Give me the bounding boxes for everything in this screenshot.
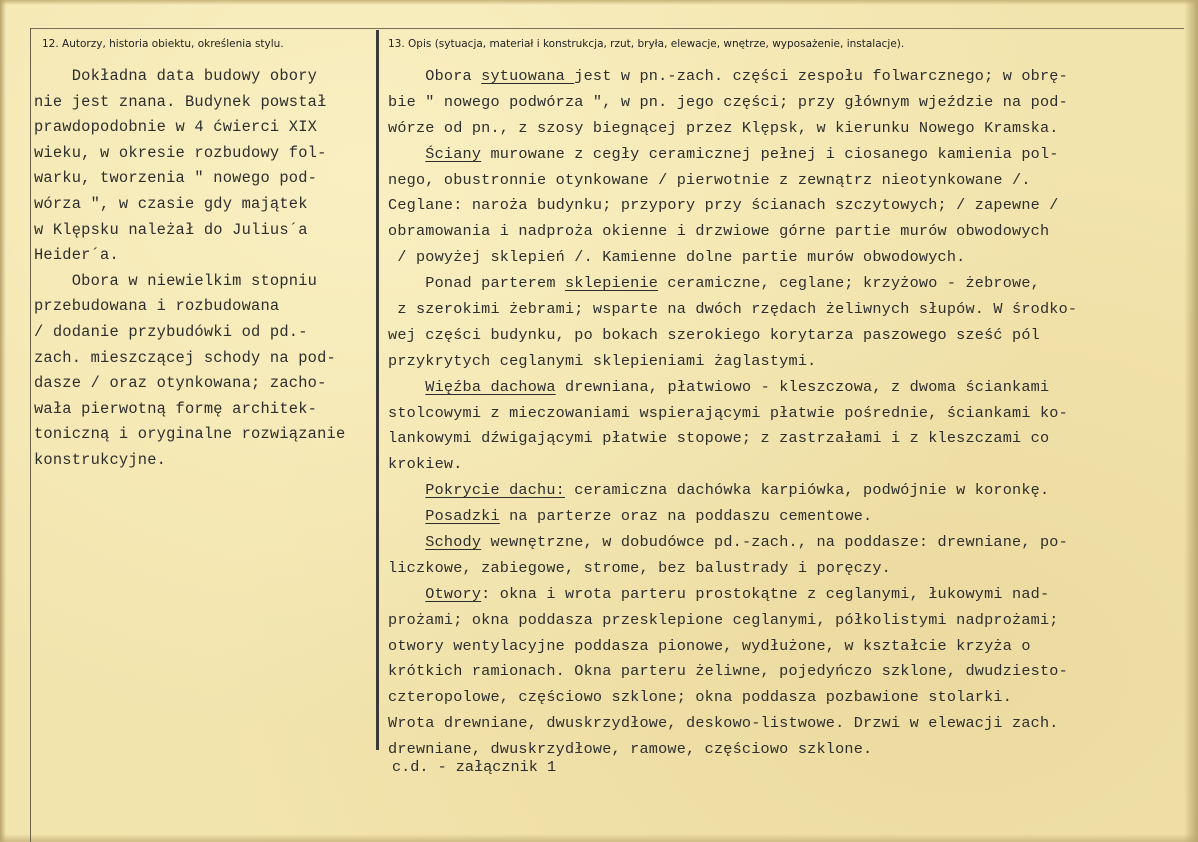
line-segment: Wrota drewniane, dwuskrzydłowe, deskowo-listwowe. Drzwi w elewacji zach.: [388, 714, 1059, 733]
line-segment: / powyżej sklepień /. Kamienne dolne partie murów obwodowych.: [388, 248, 966, 267]
line-segment: nego, obustronnie otynkowane / pierwotnie z zewnątrz nieotynkowane /.: [388, 170, 1031, 189]
line-segment: wórze od pn., z szosy biegnącej przez Klępsk, w kierunku Nowego Kramska.: [388, 118, 1059, 137]
line-segment: krokiew.: [388, 455, 463, 474]
left-margin-line: [30, 28, 31, 842]
line-segment: wej części budynku, po bokach szerokiego korytarza paszowego sześć pól: [388, 325, 1040, 344]
description-line: [388, 634, 1077, 660]
line-segment: Ponad parterem: [388, 274, 565, 293]
line-segment: [388, 585, 425, 603]
line-segment: otwory wentylacyjne poddasza pionowe, wydłużone, w kształcie krzyża o: [388, 636, 1031, 655]
description-line: [388, 582, 1077, 608]
line-segment: stolcowymi z mieczowaniami wspierającymi płatwie pośrednie, ściankami ko-: [388, 403, 1068, 422]
description-line: [388, 478, 1077, 504]
history-line: wała pierwotną formę architek-: [34, 399, 318, 418]
underlined-term: Posadzki: [425, 507, 500, 526]
history-line: wieku, w okresie rozbudowy fol-: [34, 143, 327, 162]
line-segment: Obora: [388, 67, 482, 85]
line-segment: [388, 533, 425, 551]
history-line: przebudowana i rozbudowana: [34, 297, 280, 316]
line-segment: z szerokimi żebrami; wsparte na dwóch rzędach żeliwnych słupów. W środko-: [388, 300, 1078, 319]
description-line: [388, 711, 1077, 737]
description-line: [388, 685, 1077, 711]
line-segment: obramowania i nadproża okienne i drzwiowe górne partie murów obwodowych: [388, 222, 1050, 241]
history-line: warku, tworzenia " nowego pod-: [34, 169, 318, 188]
line-segment: : okna i wrota parteru prostokątne z ceglanymi, łukowymi nad-: [481, 584, 1050, 603]
history-text-block: [34, 64, 345, 474]
description-line: [388, 116, 1077, 142]
description-line: [388, 530, 1077, 556]
description-line: [388, 608, 1077, 634]
paper-edge-bottom: [0, 834, 1198, 842]
history-line: Obora w niewielkim stopniu: [34, 271, 318, 290]
history-line: prawdopodobnie w 4 ćwierci XIX: [34, 118, 318, 137]
line-segment: drewniane, dwuskrzydłowe, ramowe, częściowo szklone.: [388, 740, 873, 759]
paper-edge-left: [0, 0, 6, 842]
description-line: [388, 168, 1077, 194]
description-line: [388, 64, 1077, 90]
line-segment: krótkich ramionach. Okna parteru żeliwne, pojedyńczo szklone, dwudziesto-: [388, 662, 1068, 681]
line-segment: [388, 378, 425, 396]
line-segment: drewniana, płatwiowo - kleszczowa, z dwoma ściankami: [555, 377, 1050, 396]
paper-edge-top: [0, 0, 1198, 5]
line-segment: [388, 145, 425, 163]
continuation-note: c.d. - załącznik 1: [392, 758, 557, 776]
line-segment: na parterze oraz na poddaszu cementowe.: [499, 507, 873, 526]
description-line: [388, 452, 1077, 478]
line-segment: [388, 507, 425, 525]
line-segment: liczkowe, zabiegowe, strome, bez balustrady i poręczy.: [388, 558, 891, 577]
underlined-term: sytuowana: [481, 67, 575, 85]
line-segment: murowane z cegły ceramicznej pełnej i ciosanego kamienia pol-: [481, 144, 1059, 163]
description-line: [388, 142, 1077, 168]
description-line: [388, 245, 1077, 271]
line-segment: prożami; okna poddasza przesklepione ceglanymi, półkolistymi nadprożami;: [388, 610, 1059, 629]
line-segment: jest w pn.-zach. części zespołu folwarcznego; w obrę-: [574, 67, 1068, 85]
history-line: Heider´a.: [34, 246, 119, 265]
description-line: [388, 323, 1077, 349]
underlined-term: Pokrycie dachu:: [425, 481, 565, 500]
description-line: [388, 193, 1077, 219]
line-segment: [388, 481, 425, 499]
line-segment: przykrytych ceglanymi sklepieniami żaglastymi.: [388, 351, 817, 370]
line-segment: ceramiczna dachówka karpiówka, podwójnie w koronkę.: [564, 481, 1050, 500]
history-line: konstrukcyjne.: [34, 450, 167, 469]
history-line: dasze / oraz otynkowana; zacho-: [34, 374, 327, 393]
column-divider: [376, 30, 379, 750]
description-line: [388, 375, 1077, 401]
description-line: [388, 271, 1077, 297]
description-line: [388, 659, 1077, 685]
section-13-header: 13. Opis (sytuacja, materiał i konstrukcja, rzut, bryła, elewacje, wnętrze, wyposażenie, instalacje).: [388, 38, 905, 50]
description-text-block: [388, 64, 1077, 763]
line-segment: Ceglane: naroża budynku; przypory przy ścianach szczytowych; / zapewne /: [388, 196, 1059, 215]
underlined-term: sklepienie: [564, 274, 659, 293]
line-segment: lankowymi dźwigającymi płatwie stopowe; z zastrzałami i z kleszczami co: [388, 429, 1050, 448]
underlined-term: Otwory: [425, 584, 482, 603]
description-line: [388, 504, 1077, 530]
description-line: [388, 349, 1077, 375]
underlined-term: Schody: [425, 533, 482, 552]
description-line: [388, 426, 1077, 452]
description-line: [388, 297, 1077, 323]
line-segment: wewnętrzne, w dobudówce pd.-zach., na poddasze: drewniane, po-: [481, 533, 1068, 552]
line-segment: ceramiczne, ceglane; krzyżowo - żebrowe,: [658, 274, 1040, 293]
description-line: [388, 556, 1077, 582]
description-line: [388, 90, 1077, 116]
history-line: nie jest znana. Budynek powstał: [34, 92, 327, 111]
paper-edge-right: [1184, 0, 1198, 842]
history-line: toniczną i oryginalne rozwiązanie: [34, 425, 346, 444]
history-line: zach. mieszczącej schody na pod-: [34, 348, 336, 367]
history-line: Dokładna data budowy obory: [34, 67, 318, 85]
header-rule: [30, 28, 1184, 29]
description-line: [388, 401, 1077, 427]
history-line: / dodanie przybudówki od pd.-: [34, 322, 308, 341]
description-line: [388, 219, 1077, 245]
line-segment: bie " nowego podwórza ", w pn. jego części; przy głównym wjeździe na pod-: [388, 92, 1068, 111]
underlined-term: Więźba dachowa: [425, 377, 556, 396]
line-segment: czteropolowe, częściowo szklone; okna poddasza pozbawione stolarki.: [388, 688, 1013, 707]
history-line: wórza ", w czasie gdy majątek: [34, 194, 308, 213]
history-line: w Klępsku należał do Julius´a: [34, 220, 308, 239]
underlined-term: Ściany: [425, 144, 482, 163]
section-12-header: 12. Autorzy, historia obiektu, określenia stylu.: [42, 38, 284, 50]
